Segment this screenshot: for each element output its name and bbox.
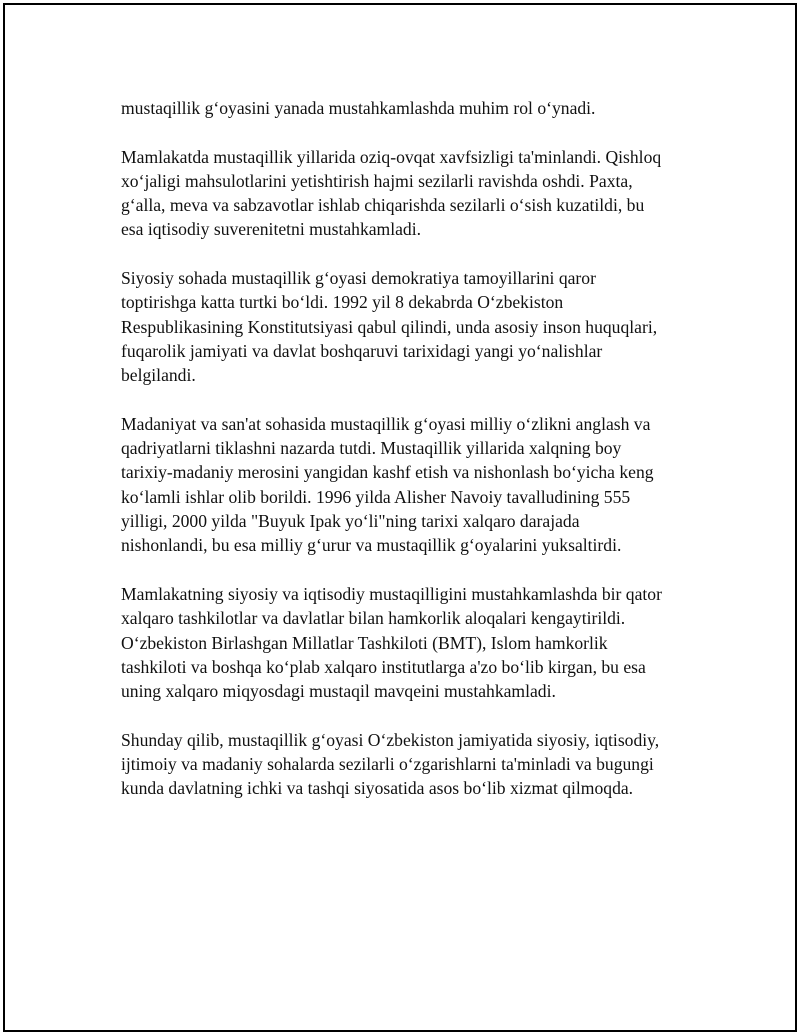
text-line: tarixiy-madaniy merosini yangidan kashf etish va nishonlash bo‘yicha keng (121, 462, 654, 483)
text-line: O‘zbekiston Birlashgan Millatlar Tashkiloti (BMT), Islom hamkorlik (121, 632, 608, 653)
paragraph-6 (121, 728, 711, 801)
text-line: toptirishga katta turtki bo‘ldi. 1992 yil 8 dekabrda O‘zbekiston (121, 292, 564, 313)
text-line: yilligi, 2000 yilda "Buyuk Ipak yo‘li"ning tarixi xalqaro darajada (121, 511, 580, 532)
text-line: nishonlandi, bu esa milliy g‘urur va mustaqillik g‘oyalarini yuksaltirdi. (121, 535, 622, 556)
text-line: Shunday qilib, mustaqillik g‘oyasi O‘zbekiston jamiyatida siyosiy, iqtisodiy, (121, 729, 660, 750)
paragraph-3 (121, 266, 711, 387)
text-line: qadriyatlarni tiklashni nazarda tutdi. Mustaqillik yillarida xalqning boy (121, 438, 622, 459)
text-line: kunda davlatning ichki va tashqi siyosatida asos bo‘lib xizmat qilmoqda. (121, 778, 634, 799)
text-line: xalqaro tashkilotlar va davlatlar bilan hamkorlik aloqalari kengaytirildi. (121, 608, 626, 629)
text-line: Respublikasining Konstitutsiyasi qabul qilindi, unda asosiy inson huquqlari, (121, 316, 658, 337)
text-line: ijtimoiy va madaniy sohalarda sezilarli o‘zgarishlarni ta'minladi va bugungi (121, 754, 654, 775)
text-line: fuqarolik jamiyati va davlat boshqaruvi tarixidagi yangi yo‘nalishlar (121, 340, 603, 361)
text-line: tashkiloti va boshqa ko‘plab xalqaro institutlarga a'zo bo‘lib kirgan, bu esa (121, 656, 646, 677)
text-line: Madaniyat va san'at sohasida mustaqillik g‘oyasi milliy o‘zlikni anglash va (121, 413, 651, 434)
text-line: Mamlakatning siyosiy va iqtisodiy mustaqilligini mustahkamlashda bir qator (121, 583, 662, 604)
paragraph-5 (121, 582, 711, 703)
page-frame (3, 3, 797, 1032)
text-line: belgilandi. (121, 365, 196, 386)
paragraph-1 (121, 96, 711, 120)
text-line: ko‘lamli ishlar olib borildi. 1996 yilda Alisher Navoiy tavalludining 555 (121, 486, 631, 507)
text-line: esa iqtisodiy suverenitetni mustahkamladi. (121, 219, 422, 240)
paragraph-4 (121, 412, 711, 558)
text-line: uning xalqaro miqyosdagi mustaqil mavqeini mustahkamladi. (121, 681, 556, 702)
text-line: mustaqillik g‘oyasini yanada mustahkamlashda muhim rol o‘ynadi. (121, 98, 596, 118)
text-line: g‘alla, meva va sabzavotlar ishlab chiqarishda sezilarli o‘sish kuzatildi, bu (121, 195, 645, 216)
paragraph-2 (121, 145, 711, 242)
text-line: Siyosiy sohada mustaqillik g‘oyasi demokratiya tamoyillarini qaror (121, 268, 596, 289)
document-body (121, 96, 711, 825)
text-line: xo‘jaligi mahsulotlarini yetishtirish hajmi sezilarli ravishda oshdi. Paxta, (121, 170, 633, 191)
text-line: Mamlakatda mustaqillik yillarida oziq-ovqat xavfsizligi ta'minlandi. Qishloq (121, 146, 662, 167)
